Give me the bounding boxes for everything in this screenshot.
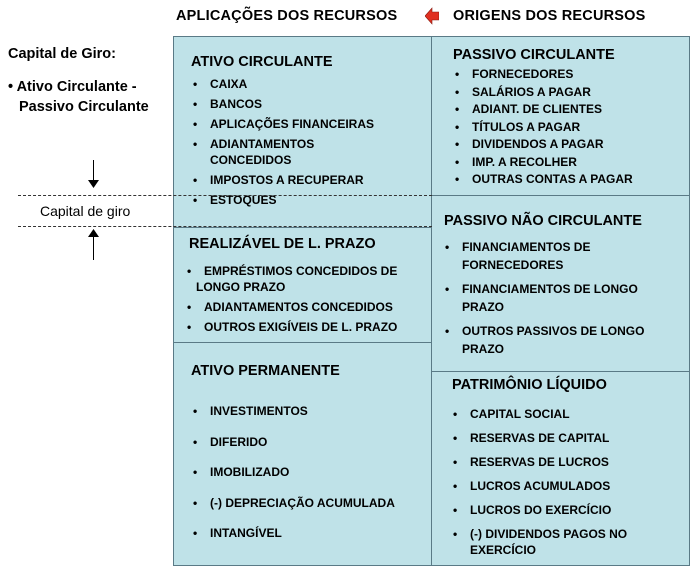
ativo-permanente-title: ATIVO PERMANENTE <box>191 363 340 379</box>
patrimonio-liquido-list <box>452 402 627 558</box>
arrow-left-icon <box>425 7 439 25</box>
list-item-continuation: PRAZO <box>462 342 504 356</box>
realizavel-title: REALIZÁVEL DE L. PRAZO <box>189 236 376 252</box>
list-item: • FORNECEDORES <box>454 66 633 84</box>
ativo-circulante-title: ATIVO CIRCULANTE <box>191 54 333 70</box>
capital-de-giro-formula <box>8 77 149 117</box>
box-realizavel-longo-prazo <box>173 227 432 343</box>
patrimonio-liquido-title: PATRIMÔNIO LÍQUIDO <box>452 377 607 393</box>
list-item: • FINANCIAMENTOS DE LONGO <box>444 280 644 298</box>
capital-de-giro-label: Capital de giro <box>40 203 131 219</box>
list-item: • ADIANTAMENTOS <box>192 134 374 154</box>
list-item: • BANCOS <box>192 94 374 114</box>
header-origens: ORIGENS DOS RECURSOS <box>453 8 646 24</box>
list-item-continuation: PRAZO <box>462 300 504 314</box>
list-item: • INVESTIMENTOS <box>192 396 395 427</box>
list-item-continuation: CONCEDIDOS <box>210 153 292 167</box>
passivo-nao-circulante-title: PASSIVO NÃO CIRCULANTE <box>444 213 642 229</box>
box-passivo-circulante <box>431 36 690 196</box>
list-item-continuation: EXERCÍCIO <box>470 543 537 557</box>
list-item: • (-) DIVIDENDOS PAGOS NO <box>452 522 627 546</box>
list-item: • RESERVAS DE CAPITAL <box>452 426 627 450</box>
dashed-line-top <box>18 195 432 196</box>
list-item: • OUTROS PASSIVOS DE LONGO <box>444 322 644 340</box>
passivo-circulante-list <box>454 66 633 189</box>
box-passivo-nao-circulante <box>431 195 690 372</box>
list-item: • SALÁRIOS A PAGAR <box>454 84 633 102</box>
ativo-circulante-list <box>192 74 374 210</box>
ativo-permanente-list <box>192 396 395 549</box>
list-item: • DIFERIDO <box>192 427 395 458</box>
list-item: • (-) DEPRECIAÇÃO ACUMULADA <box>192 488 395 519</box>
box-patrimonio-liquido <box>431 371 690 566</box>
list-item: • LUCROS ACUMULADOS <box>452 474 627 498</box>
arrow-down-line <box>93 160 94 182</box>
list-item: • ESTOQUES <box>192 190 374 210</box>
list-item: • ADIANT. DE CLIENTES <box>454 101 633 119</box>
header-aplicacoes: APLICAÇÕES DOS RECURSOS <box>176 8 398 24</box>
list-item: • IMOBILIZADO <box>192 457 395 488</box>
list-item-continuation: FORNECEDORES <box>462 258 564 272</box>
list-item: • CAIXA <box>192 74 374 94</box>
passivo-nao-circulante-list <box>444 238 644 358</box>
list-item: • DIVIDENDOS A PAGAR <box>454 136 633 154</box>
box-ativo-permanente <box>173 342 432 566</box>
list-item: • RESERVAS DE LUCROS <box>452 450 627 474</box>
list-item: • EMPRÉSTIMOS CONCEDIDOS DE <box>186 261 397 281</box>
list-item: • FINANCIAMENTOS DE <box>444 238 644 256</box>
arrow-down-icon <box>88 180 99 189</box>
list-item: • OUTROS EXIGÍVEIS DE L. PRAZO <box>186 317 397 337</box>
list-item: • OUTRAS CONTAS A PAGAR <box>454 171 633 189</box>
list-item: • CAPITAL SOCIAL <box>452 402 627 426</box>
list-item: • APLICAÇÕES FINANCEIRAS <box>192 114 374 134</box>
list-item: • ADIANTAMENTOS CONCEDIDOS <box>186 297 397 317</box>
list-item: • TÍTULOS A PAGAR <box>454 119 633 137</box>
arrow-up-line <box>93 236 94 260</box>
box-ativo-circulante <box>173 36 432 228</box>
formula-line-2: Passivo Circulante <box>19 99 149 115</box>
list-item: • LUCROS DO EXERCÍCIO <box>452 498 627 522</box>
list-item: • IMPOSTOS A RECUPERAR <box>192 170 374 190</box>
list-item-continuation: LONGO PRAZO <box>196 280 286 294</box>
capital-de-giro-title: Capital de Giro: <box>8 46 116 62</box>
list-item: • IMP. A RECOLHER <box>454 154 633 172</box>
formula-line-1: • Ativo Circulante - <box>8 79 137 95</box>
list-item: • INTANGÍVEL <box>192 518 395 549</box>
passivo-circulante-title: PASSIVO CIRCULANTE <box>453 47 615 63</box>
dashed-line-bottom <box>18 226 432 227</box>
realizavel-list <box>186 261 397 337</box>
